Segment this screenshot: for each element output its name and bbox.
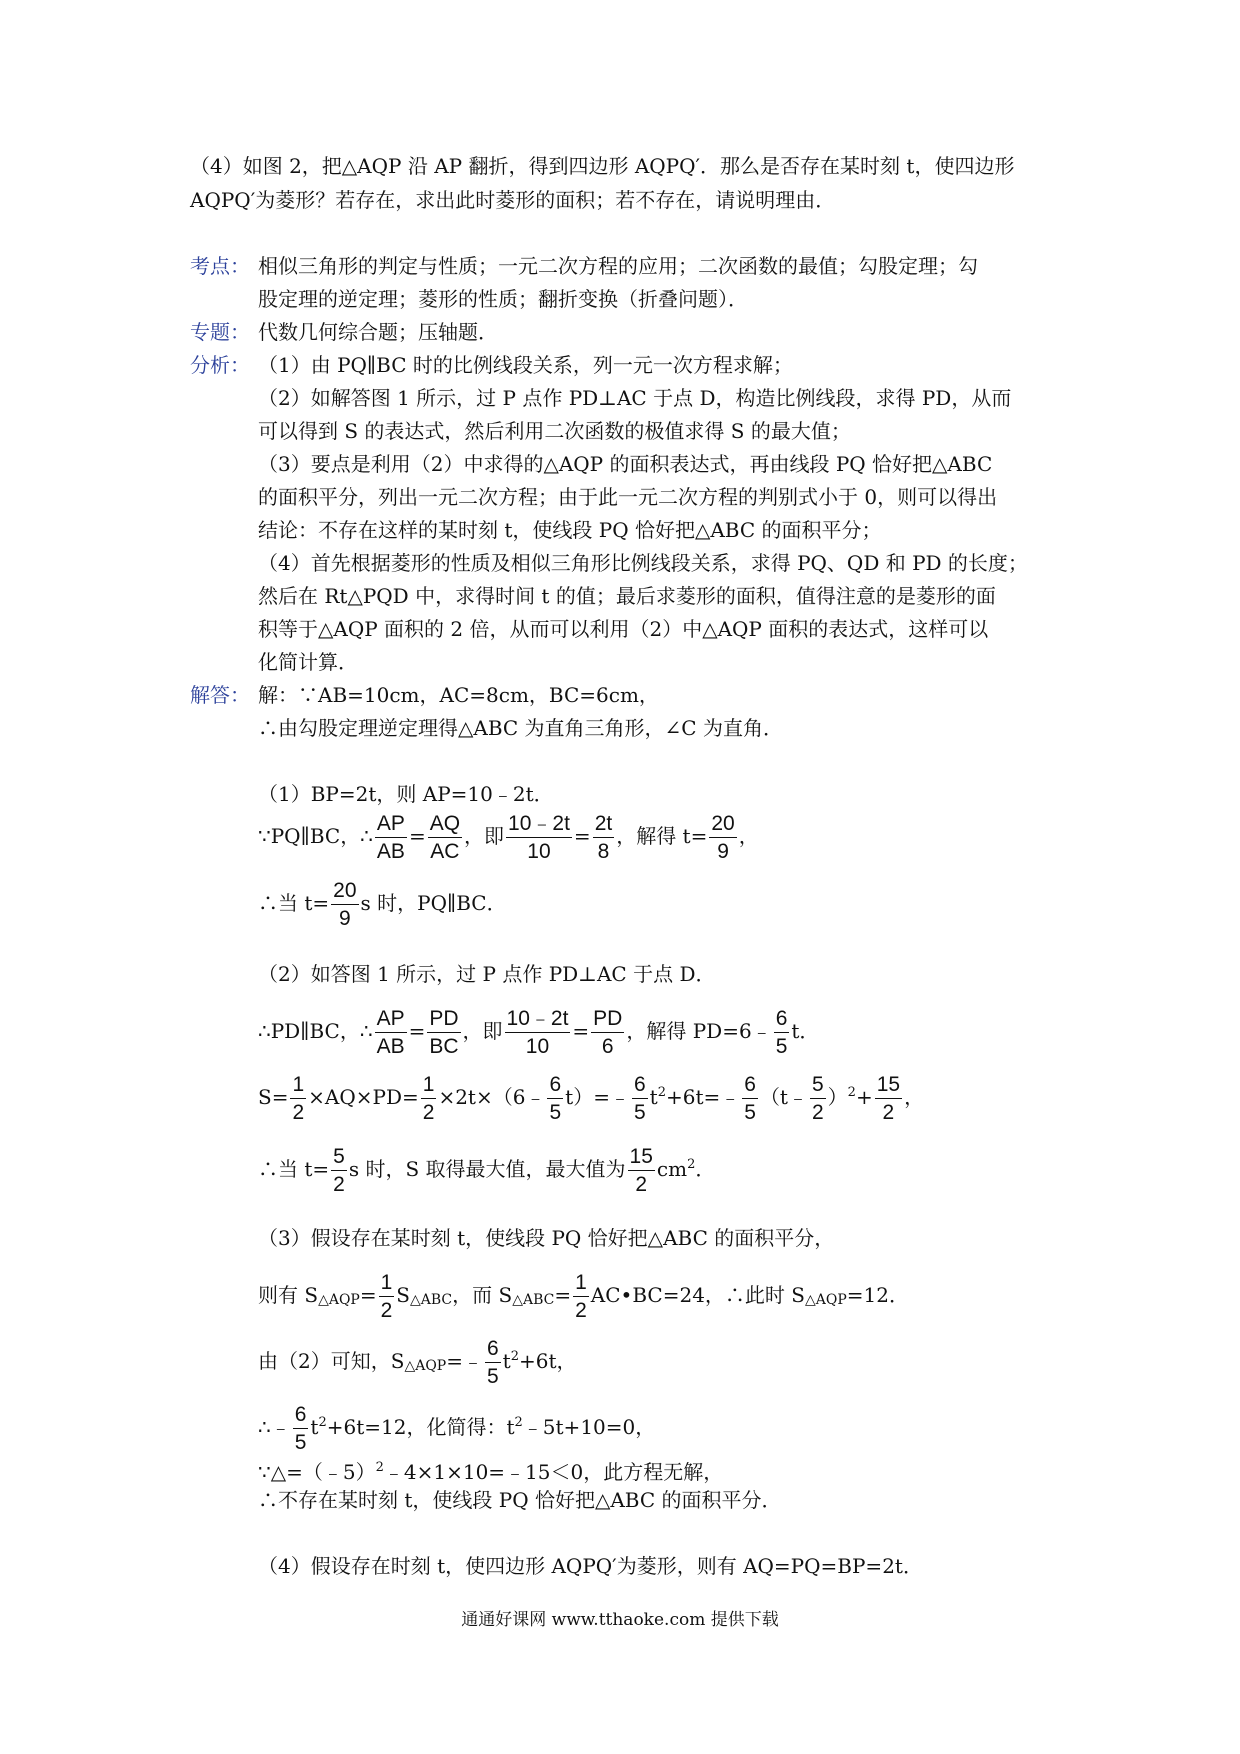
kaodian-line1: 相似三角形的判定与性质；一元二次方程的应用；二次函数的最值；勾股定理；勾: [258, 254, 978, 278]
fenxi-line: 化简计算．: [258, 650, 358, 674]
fenxi-line: 可以得到 S 的表达式，然后利用二次函数的极值求得 S 的最大值；: [258, 419, 851, 443]
fraction: $\frac{20}{9}$: [711, 812, 735, 863]
fraction: $\frac{10﹣2t}{10}$: [508, 812, 570, 863]
fenxi-line: 然后在 Rt△PQD 中，求得时间 t 的值；最后求菱形的面积，值得注意的是菱形的面: [258, 584, 996, 608]
fenxi-line: 结论：不存在这样的某时刻 t，使线段 PQ 恰好把△ABC 的面积平分；: [258, 518, 882, 542]
part3-line5: ∵△=（﹣5）$^2$﹣4×1×10=﹣15＜0，此方程无解，: [258, 1460, 724, 1484]
part1-line3: ∴当 t= $\frac{20}{9}$ s 时，PQ∥BC．: [258, 879, 507, 930]
part3-line1: （3）假设存在某时刻 t，使线段 PQ 恰好把△ABC 的面积平分，: [258, 1226, 835, 1250]
fraction: $\frac{5}{2}$: [333, 1145, 345, 1196]
part3-line2: 则有 $S_{\triangle AQP}=$ $\frac{1}{2}$ $S_{\triangle ABC}$，而 $S_{\triangle ABC}=$ $\frac{1}{2}$ AC•BC=24，∴此时 $S_{\triangle AQP}=12$．: [258, 1271, 909, 1322]
label-zhuanti: 专题：: [190, 320, 250, 344]
fraction: $\frac{AP}{AB}$: [376, 812, 405, 863]
fraction: $\frac{6}{5}$: [486, 1337, 499, 1388]
fraction: $\frac{5}{2}$: [811, 1073, 824, 1124]
part4-line1: （4）假设存在时刻 t，使四边形 AQPQ′为菱形，则有 AQ=PQ=BP=2t．: [258, 1554, 923, 1578]
part1-line2: ∵PQ∥BC，∴ $\frac{AP}{AB}$ = $\frac{AQ}{AC}$ ，即 $\frac{10﹣2t}{10}$ = $\frac{2t}{8}$ ，解得 t= $\frac{20}{9}$ ，: [258, 812, 759, 863]
fenxi-line: （3）要点是利用（2）中求得的△AQP 的面积表达式，再由线段 PQ 恰好把△ABC: [258, 452, 993, 476]
fraction: $\frac{10﹣2t}{10}$: [506, 1007, 569, 1058]
fraction: $\frac{1}{2}$: [292, 1073, 305, 1124]
problem-part4-line2: AQPQ′为菱形？若存在，求出此时菱形的面积；若不存在，请说明理由．: [190, 188, 836, 212]
fenxi-line: （2）如解答图 1 所示，过 P 点作 PD⊥AC 于点 D，构造比例线段，求得 PD，从而: [258, 386, 1012, 410]
kaodian-line2: 股定理的逆定理；菱形的性质；翻折变换（折叠问题）．: [258, 287, 748, 311]
part2-line2: ∴PD∥BC，∴ $\frac{AP}{AB}$ = $\frac{PD}{BC}$ ，即 $\frac{10﹣2t}{10}$ = $\frac{PD}{6}$ ，解得 PD=6﹣ $\frac{6}{5}$ t．: [258, 1007, 820, 1058]
fenxi-line: 的面积平分，列出一元二次方程；由于此一元二次方程的判别式小于 0，则可以得出: [258, 485, 998, 509]
part2-line3: S= $\frac{1}{2}$ ×AQ×PD= $\frac{1}{2}$ ×2t×（6﹣ $\frac{6}{5}$ t）=﹣ $\frac{6}{5}$ $t^2+6t=﹣$ $\frac{6}{5}$ （t﹣ $\frac{5}{2}$ ）$^2$+ $\frac{15}{2}$ ，: [258, 1073, 925, 1124]
fraction: $\frac{1}{2}$: [422, 1073, 435, 1124]
zhuanti-text: 代数几何综合题；压轴题．: [258, 320, 498, 344]
part2-line1: （2）如答图 1 所示，过 P 点作 PD⊥AC 于点 D．: [258, 962, 716, 986]
fenxi-line: （1）由 PQ∥BC 时的比例线段关系，列一元一次方程求解；: [258, 353, 793, 377]
label-fenxi: 分析：: [190, 353, 250, 377]
label-kaodian: 考点：: [190, 254, 250, 278]
fraction: $\frac{6}{5}$: [633, 1073, 646, 1124]
problem-part4-line1: （4）如图 2，把△AQP 沿 AP 翻折，得到四边形 AQPQ′．那么是否存在某时刻 t，使四边形: [190, 154, 1015, 178]
fraction: $\frac{6}{5}$: [744, 1073, 756, 1124]
fraction: $\frac{AP}{AB}$: [376, 1007, 405, 1058]
part3-line6: ∴不存在某时刻 t，使线段 PQ 恰好把△ABC 的面积平分．: [258, 1488, 782, 1512]
solution-intro1: 解：∵AB=10cm，AC=8cm，BC=6cm，: [258, 683, 659, 707]
fraction: $\frac{AQ}{AC}$: [429, 812, 461, 863]
fraction: $\frac{15}{2}$: [629, 1145, 653, 1196]
solution-intro2: ∴由勾股定理逆定理得△ABC 为直角三角形，∠C 为直角．: [258, 716, 783, 740]
part3-line3: 由（2）可知，$S_{\triangle AQP}=﹣$ $\frac{6}{5}$ $t^2+6t$，: [258, 1337, 577, 1388]
fenxi-line: （4）首先根据菱形的性质及相似三角形比例线段关系，求得 PQ、QD 和 PD 的长度；: [258, 551, 1028, 575]
fraction: $\frac{6}{5}$: [549, 1073, 562, 1124]
fraction: $\frac{2t}{8}$: [594, 812, 613, 863]
fraction: $\frac{1}{2}$: [380, 1271, 393, 1322]
fenxi-line: 积等于△AQP 面积的 2 倍，从而可以利用（2）中△AQP 面积的表达式，这样可以: [258, 617, 989, 641]
page-footer: 通通好课网 www.tthaoke.com 提供下载: [461, 1610, 779, 1630]
part1-line1: （1）BP=2t，则 AP=10﹣2t．: [258, 782, 554, 806]
part2-line4: ∴当 t= $\frac{5}{2}$ s 时，S 取得最大值，最大值为 $\frac{15}{2}$ $cm^2$．: [258, 1145, 716, 1196]
label-jieda: 解答：: [190, 683, 250, 707]
fraction: $\frac{1}{2}$: [575, 1271, 587, 1322]
fraction: $\frac{20}{9}$: [333, 879, 357, 930]
fraction: $\frac{6}{5}$: [294, 1403, 307, 1454]
fraction: $\frac{PD}{BC}$: [429, 1007, 459, 1058]
fraction: $\frac{PD}{6}$: [593, 1007, 623, 1058]
fraction: $\frac{6}{5}$: [775, 1007, 788, 1058]
part3-line4: ∴﹣ $\frac{6}{5}$ $t^2+6t=12$，化简得：$t^2﹣5t+10=0$，: [258, 1403, 656, 1454]
fraction: $\frac{15}{2}$: [876, 1073, 901, 1124]
